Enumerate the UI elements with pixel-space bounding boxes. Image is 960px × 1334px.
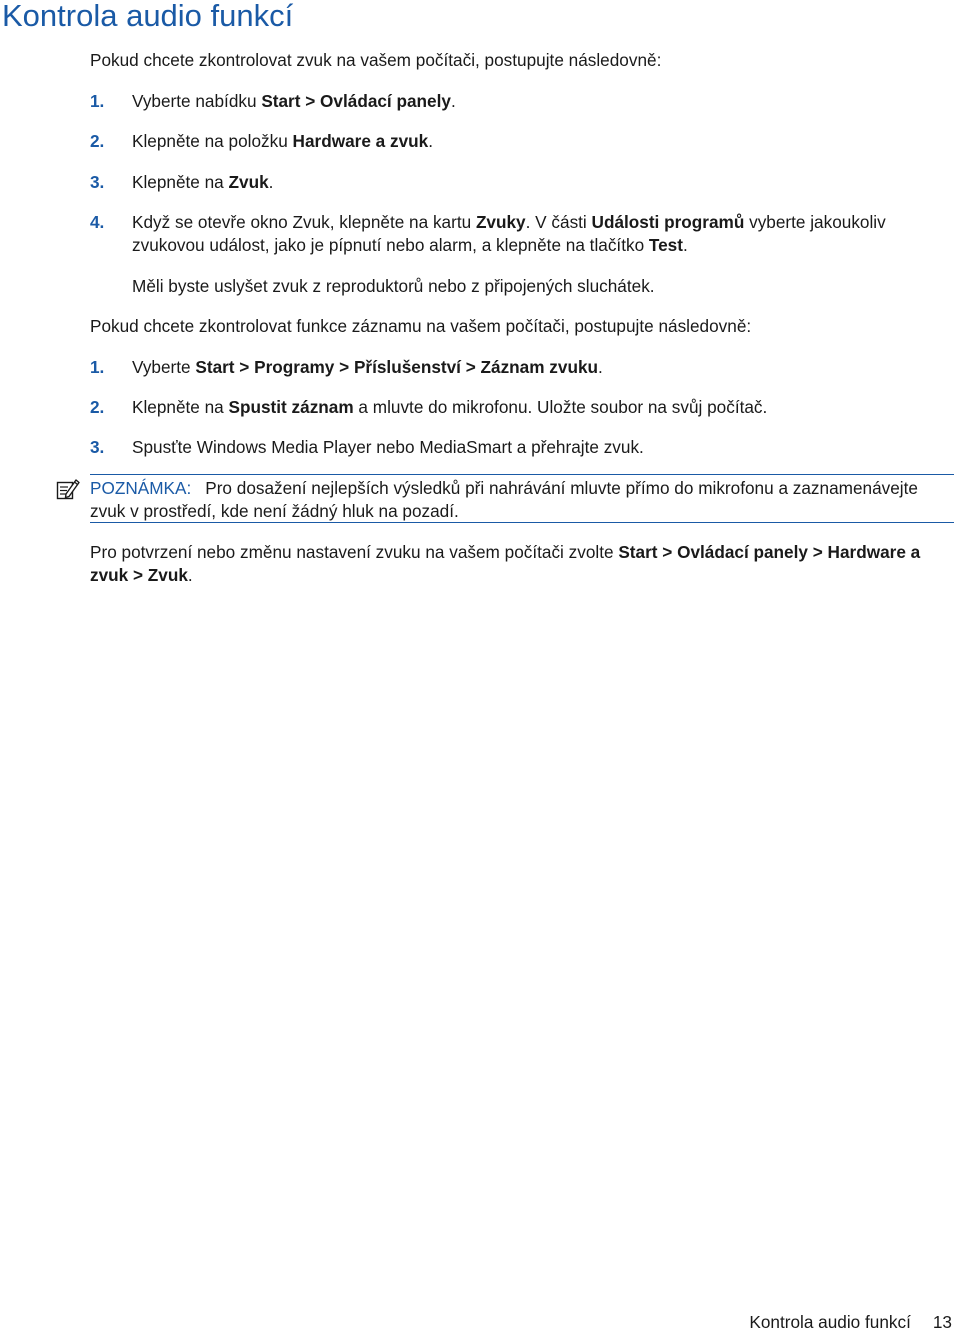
footer-section-title: Kontrola audio funkcí — [749, 1312, 911, 1332]
step-number: 3. — [90, 172, 105, 192]
note-body: Pro dosažení nejlepších výsledků při nahrávání mluvte přímo do mikrofonu a zaznamenávejte zvuk v prostředí, kde není žádný hluk na pozadí. — [90, 478, 918, 521]
note-label: POZNÁMKA: — [90, 478, 192, 498]
list2-item-1: 1. Vyberte Start > Programy > Příslušenství > Záznam zvuku. — [90, 357, 603, 377]
list1-item-1: 1. Vyberte nabídku Start > Ovládací panely. — [90, 91, 456, 111]
step-number: 3. — [90, 437, 105, 457]
step-number: 1. — [90, 91, 105, 111]
note-pencil-icon — [56, 477, 80, 501]
note-top-rule — [90, 474, 954, 475]
list1-followup: Měli byste uslyšet zvuk z reproduktorů nebo z připojených sluchátek. — [132, 276, 655, 296]
step-number: 2. — [90, 131, 105, 151]
page-title: Kontrola audio funkcí — [2, 0, 294, 33]
page-number: 13 — [932, 1312, 952, 1332]
note-bottom-rule — [90, 522, 954, 523]
step-number: 2. — [90, 397, 105, 417]
closing-paragraph: Pro potvrzení nebo změnu nastavení zvuku na vašem počítači zvolte Start > Ovládací panely > Hardware a zvuk > Zvuk. — [90, 542, 921, 585]
list1-item-2: 2. Klepněte na položku Hardware a zvuk. — [90, 131, 433, 151]
list2-item-2: 2. Klepněte na Spustit záznam a mluvte do mikrofonu. Uložte soubor na svůj počítač. — [90, 397, 768, 417]
page-footer — [749, 1311, 952, 1334]
list1-item-4: 4. Když se otevře okno Zvuk, klepněte na kartu Zvuky. V části Události programů vyberte jakoukoliv zvukovou událost, jako je pípnutí nebo alarm, a klepněte na tlačítko Test. — [90, 212, 886, 255]
intro-paragraph-1: Pokud chcete zkontrolovat zvuk na vašem počítači, postupujte následovně: — [90, 50, 662, 70]
step-number: 4. — [90, 212, 105, 232]
intro-paragraph-2: Pokud chcete zkontrolovat funkce záznamu na vašem počítači, postupujte následovně: — [90, 316, 752, 336]
step-number: 1. — [90, 357, 105, 377]
list2-item-3: 3. Spusťte Windows Media Player nebo MediaSmart a přehrajte zvuk. — [90, 437, 644, 457]
note-block — [90, 477, 956, 523]
list1-item-3: 3. Klepněte na Zvuk. — [90, 172, 274, 192]
